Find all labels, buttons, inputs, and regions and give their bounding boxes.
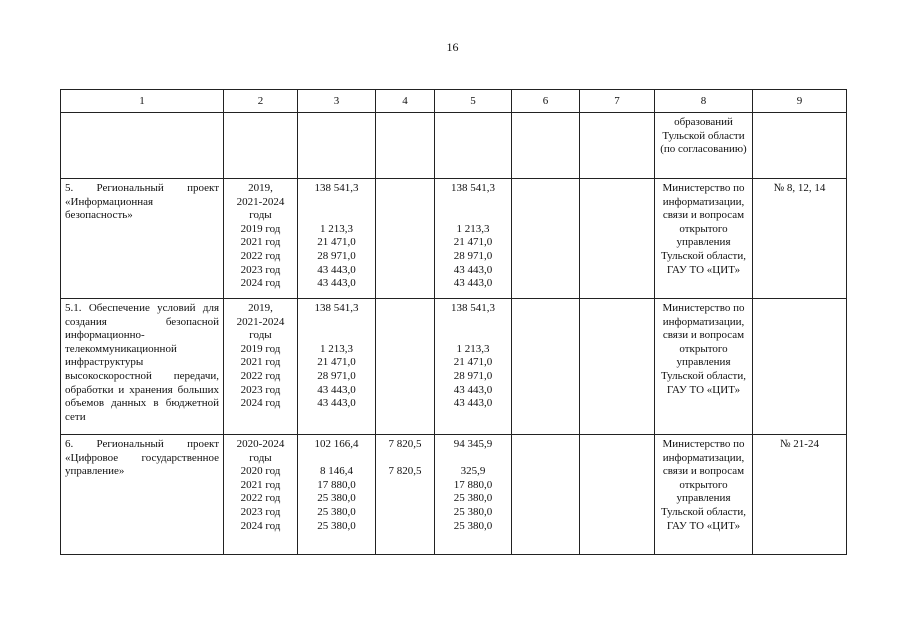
cell-line <box>439 329 507 343</box>
federal-funding-cell <box>376 299 435 435</box>
cell-line: 2023 год <box>240 383 281 396</box>
column-number-header: 7 <box>580 90 655 113</box>
cell-line <box>380 452 430 466</box>
cell-line <box>302 209 371 223</box>
cell-line: 2019 год <box>240 222 281 235</box>
cell-line: 25 380,0 <box>453 492 493 505</box>
period-cell <box>224 435 298 555</box>
period-cell <box>224 113 298 179</box>
cell-line: 2020-2024 <box>236 438 285 450</box>
extrabudgetary-funding-cell <box>580 113 655 179</box>
cell-line: 2024 год <box>240 397 281 410</box>
total-funding-cell <box>298 113 376 179</box>
cell-line: 138 541,3 <box>314 182 359 194</box>
cell-line: 21 471,0 <box>453 356 493 369</box>
extrabudgetary-funding-cell <box>580 299 655 435</box>
cell-line: 2021 год <box>240 478 281 491</box>
column-number-header: 8 <box>655 90 753 113</box>
activity-name-cell: 6. Региональный проект «Цифровое государственное управление» <box>61 435 224 555</box>
municipal-funding-cell <box>512 113 580 179</box>
cell-line: 94 345,9 <box>453 438 493 450</box>
regional-funding-cell <box>435 299 512 435</box>
cell-line: 25 380,0 <box>453 519 493 532</box>
page-number: 16 <box>446 40 459 54</box>
cell-line: 25 380,0 <box>317 519 356 532</box>
table-row <box>61 299 847 435</box>
cell-line: 21 471,0 <box>317 356 356 369</box>
cell-line <box>439 209 507 223</box>
cell-line: 1 213,3 <box>456 342 490 355</box>
cell-line <box>439 196 507 210</box>
responsible-executor-cell: образований Тульской области (по согласованию) <box>655 113 753 179</box>
cell-line: 21 471,0 <box>317 236 356 249</box>
column-number-header: 9 <box>753 90 847 113</box>
cell-line: годы <box>249 329 272 342</box>
municipal-funding-cell <box>512 179 580 299</box>
indicator-reference-cell: № 21-24 <box>753 435 847 555</box>
cell-line: 2019 год <box>240 342 281 355</box>
regional-funding-cell <box>435 179 512 299</box>
cell-line: годы <box>249 451 272 464</box>
responsible-executor-cell: Министерство по информатизации, связи и вопросам открытого управления Тульской области, ГАУ ТО «ЦИТ» <box>655 179 753 299</box>
activity-name-cell: 5. Региональный проект «Информационная безопасность» <box>61 179 224 299</box>
cell-line: 25 380,0 <box>317 492 356 505</box>
cell-line: 43 443,0 <box>453 383 493 396</box>
cell-line <box>302 316 371 330</box>
indicator-reference-cell: № 8, 12, 14 <box>753 179 847 299</box>
cell-line: 25 380,0 <box>453 505 493 518</box>
federal-funding-cell <box>376 179 435 299</box>
regional-funding-cell <box>435 113 512 179</box>
cell-line: 2024 год <box>240 519 281 532</box>
cell-line: 2021-2024 <box>236 195 285 208</box>
total-funding-cell <box>298 179 376 299</box>
budget-table <box>60 89 847 555</box>
cell-line: 28 971,0 <box>317 369 356 382</box>
cell-line: 138 541,3 <box>451 182 495 194</box>
column-number-header: 6 <box>512 90 580 113</box>
cell-line: 2023 год <box>240 263 281 276</box>
cell-line: 28 971,0 <box>453 369 493 382</box>
total-funding-cell <box>298 435 376 555</box>
responsible-executor-cell: Министерство по информатизации, связи и вопросам открытого управления Тульской области, ГАУ ТО «ЦИТ» <box>655 435 753 555</box>
cell-line: 1 213,3 <box>320 222 353 235</box>
cell-line <box>439 316 507 330</box>
regional-funding-cell <box>435 435 512 555</box>
extrabudgetary-funding-cell <box>580 179 655 299</box>
table-row <box>61 435 847 555</box>
cell-line: 2023 год <box>240 505 281 518</box>
cell-line: годы <box>249 209 272 222</box>
cell-line: 43 443,0 <box>317 277 356 290</box>
cell-line <box>302 196 371 210</box>
column-number-header: 3 <box>298 90 376 113</box>
cell-line: 102 166,4 <box>314 438 359 450</box>
cell-line: 43 443,0 <box>317 383 356 396</box>
cell-line: 138 541,3 <box>314 302 359 314</box>
column-number-header: 1 <box>61 90 224 113</box>
column-number-header: 5 <box>435 90 512 113</box>
cell-line: 8 146,4 <box>320 465 353 478</box>
federal-funding-cell <box>376 113 435 179</box>
cell-line: 2019, <box>248 182 273 194</box>
responsible-executor-cell: Министерство по информатизации, связи и вопросам открытого управления Тульской области, ГАУ ТО «ЦИТ» <box>655 299 753 435</box>
cell-line: 43 443,0 <box>317 263 356 276</box>
cell-line: 2021-2024 <box>236 315 285 328</box>
cell-line: 43 443,0 <box>317 397 356 410</box>
extrabudgetary-funding-cell <box>580 435 655 555</box>
cell-line <box>302 452 371 466</box>
total-funding-cell <box>298 299 376 435</box>
cell-line: 2022 год <box>240 369 281 382</box>
cell-line <box>302 329 371 343</box>
period-cell <box>224 299 298 435</box>
cell-line: 43 443,0 <box>453 277 493 290</box>
cell-line: 2020 год <box>240 465 281 478</box>
cell-line <box>439 452 507 466</box>
cell-line: 25 380,0 <box>317 505 356 518</box>
cell-line: 17 880,0 <box>317 478 356 491</box>
cell-line: 28 971,0 <box>453 249 493 262</box>
cell-line: 2019, <box>248 302 273 314</box>
indicator-reference-cell <box>753 299 847 435</box>
cell-line: 2022 год <box>240 249 281 262</box>
cell-line: 2022 год <box>240 492 281 505</box>
activity-name-cell <box>61 113 224 179</box>
table-row <box>61 179 847 299</box>
cell-line: 138 541,3 <box>451 302 495 314</box>
cell-line: 7 820,5 <box>388 438 422 450</box>
cell-line: 2024 год <box>240 277 281 290</box>
cell-line: 28 971,0 <box>317 249 356 262</box>
cell-line: 1 213,3 <box>456 222 490 235</box>
cell-line: 7 820,5 <box>388 465 422 478</box>
municipal-funding-cell <box>512 299 580 435</box>
cell-line: 2021 год <box>240 356 281 369</box>
municipal-funding-cell <box>512 435 580 555</box>
cell-line: 325,9 <box>460 465 486 478</box>
table-row <box>61 113 847 179</box>
column-number-header: 4 <box>376 90 435 113</box>
cell-line: 21 471,0 <box>453 236 493 249</box>
activity-name-cell: 5.1. Обеспечение условий для создания безопасной информационно-телекоммуникационной инфраструктуры высокоскоростной передачи, обработки и хранения больших объемов данных в бюджетной сети <box>61 299 224 435</box>
column-number-header: 2 <box>224 90 298 113</box>
cell-line: 43 443,0 <box>453 263 493 276</box>
column-number-row <box>61 90 847 113</box>
indicator-reference-cell <box>753 113 847 179</box>
cell-line: 2021 год <box>240 236 281 249</box>
cell-line: 43 443,0 <box>453 397 493 410</box>
period-cell <box>224 179 298 299</box>
cell-line: 17 880,0 <box>453 478 493 491</box>
cell-line: 1 213,3 <box>320 342 353 355</box>
federal-funding-cell <box>376 435 435 555</box>
